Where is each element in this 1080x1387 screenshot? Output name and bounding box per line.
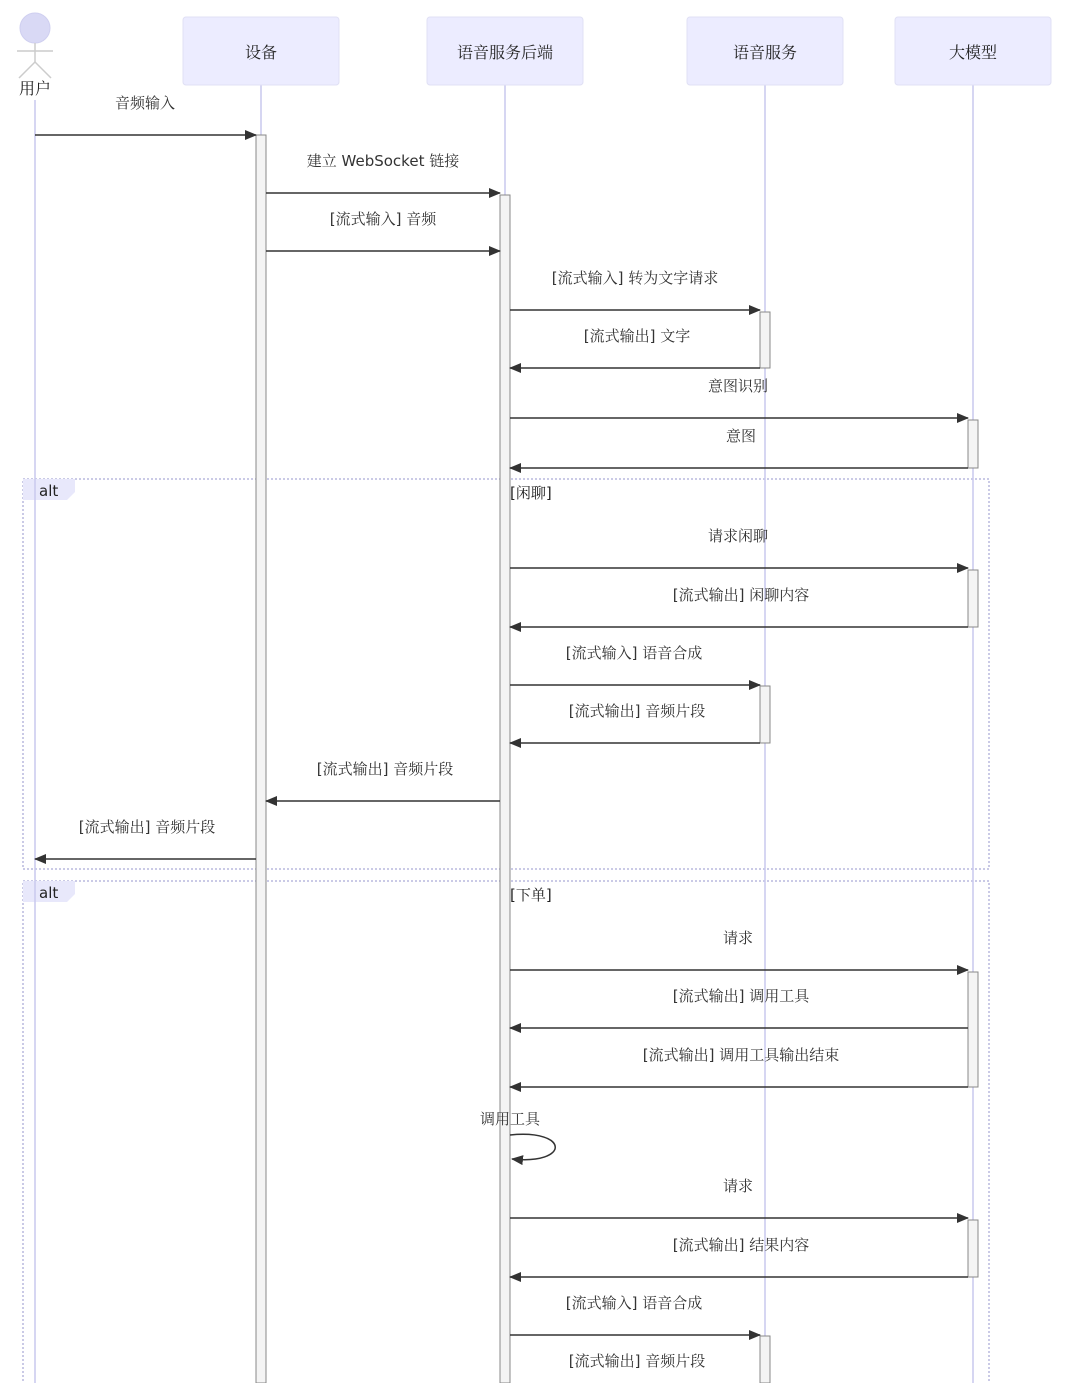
message-label: 意图识别 <box>707 377 769 395</box>
message <box>510 644 760 685</box>
actor-label: 用户 <box>18 79 52 98</box>
message-label: 请求 <box>722 1177 754 1195</box>
message-label: 意图 <box>725 427 757 445</box>
activation-bar <box>760 312 770 368</box>
message <box>510 1046 968 1087</box>
message-label: [流式输出] 文字 <box>583 327 691 345</box>
message-label: [流式输出] 音频片段 <box>316 760 454 778</box>
message-label: 请求 <box>722 929 754 947</box>
activation-bar <box>968 420 978 468</box>
activation-bar <box>760 686 770 743</box>
actor-legs-icon <box>19 62 51 78</box>
actor-head-icon <box>20 13 50 43</box>
message-label: [流式输出] 音频片段 <box>568 1352 706 1370</box>
message <box>510 327 760 368</box>
message <box>510 1352 760 1383</box>
activation-bar <box>968 570 978 627</box>
message-label: [流式输出] 音频片段 <box>568 702 706 720</box>
message-label: [流式输入] 语音合成 <box>565 644 703 662</box>
self-message-label: 调用工具 <box>479 1110 541 1128</box>
message <box>510 702 760 743</box>
message <box>510 269 760 310</box>
participants-layer <box>17 13 1051 98</box>
message <box>35 818 256 859</box>
activation-bar <box>500 195 510 1383</box>
message-label: [流式输出] 结果内容 <box>672 1236 810 1254</box>
alt-condition-label: [下单] <box>510 886 552 904</box>
message-label: [流式输入] 语音合成 <box>565 1294 703 1312</box>
message-label: [流式输出] 音频片段 <box>78 818 216 836</box>
participant-label: 语音服务 <box>732 43 798 62</box>
message-label: 音频输入 <box>114 94 176 112</box>
participant-device <box>183 17 339 85</box>
message-label: [流式输入] 音频 <box>329 210 437 228</box>
participant-label: 语音服务后端 <box>456 43 554 62</box>
alt-tag-label: alt <box>39 482 59 500</box>
activation-bar <box>760 1336 770 1383</box>
message-label: [流式输入] 转为文字请求 <box>551 269 719 287</box>
participant-label: 设备 <box>244 43 278 62</box>
self-message-loop-arrow <box>510 1134 555 1159</box>
participant-backend <box>427 17 583 85</box>
actor-user <box>17 13 53 98</box>
activation-bar <box>256 135 266 1383</box>
message-label: 建立 WebSocket 链接 <box>306 152 460 170</box>
activations-layer <box>256 135 978 1383</box>
activation-bar <box>968 972 978 1087</box>
message <box>510 1177 968 1218</box>
message-label: [流式输出] 闲聊内容 <box>672 586 810 604</box>
message-label: 请求闲聊 <box>707 527 769 545</box>
participant-label: 大模型 <box>948 43 998 62</box>
participant-speech <box>687 17 843 85</box>
message <box>510 929 968 970</box>
message <box>510 377 968 418</box>
message <box>510 1236 968 1277</box>
participant-llm <box>895 17 1051 85</box>
alt-condition-label: [闲聊] <box>510 484 552 502</box>
message <box>510 586 968 627</box>
message <box>510 987 968 1028</box>
message <box>510 427 968 468</box>
message <box>266 210 500 251</box>
message <box>510 1294 760 1335</box>
message <box>266 760 500 801</box>
alt-tag-label: alt <box>39 884 59 902</box>
self-message <box>480 1110 555 1160</box>
message-label: [流式输出] 调用工具 <box>672 987 810 1005</box>
message <box>35 94 256 135</box>
message <box>510 527 968 568</box>
message <box>266 152 500 193</box>
message-label: [流式输出] 调用工具输出结束 <box>642 1046 840 1064</box>
activation-bar <box>968 1220 978 1277</box>
